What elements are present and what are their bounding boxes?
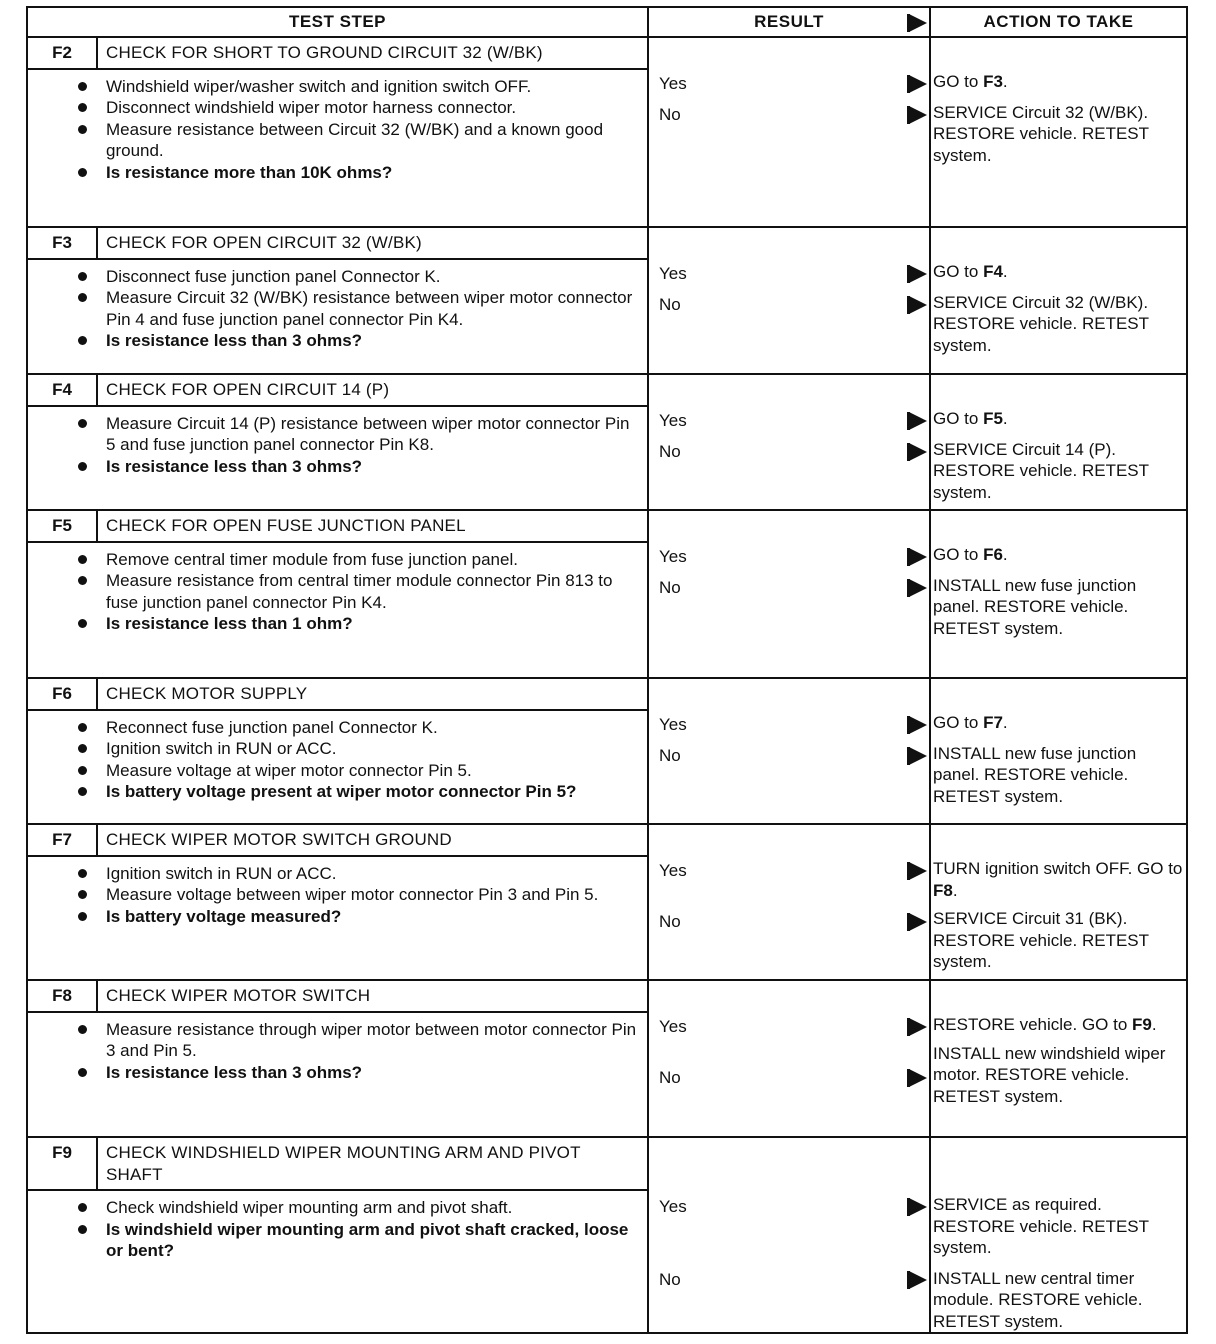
action-cell bbox=[930, 824, 1187, 980]
yes-action bbox=[931, 544, 1186, 566]
step-title: CHECK FOR OPEN FUSE JUNCTION PANEL bbox=[106, 516, 466, 535]
step-instruction: Measure resistance between Circuit 32 (W/BK) and a known good ground. bbox=[106, 119, 639, 162]
step-row-f7 bbox=[27, 824, 1187, 980]
yes-label: Yes bbox=[659, 264, 687, 283]
result-cell bbox=[648, 678, 930, 824]
arrow-icon bbox=[909, 412, 927, 430]
no-label: No bbox=[659, 105, 681, 124]
test-step-cell bbox=[27, 510, 648, 678]
step-id: F2 bbox=[28, 38, 98, 68]
result-no bbox=[659, 911, 929, 933]
no-action: INSTALL new central timer module. RESTORE vehicle. RETEST system. bbox=[933, 1268, 1143, 1331]
arrow-icon bbox=[909, 296, 927, 314]
step-question: Is resistance less than 3 ohms? bbox=[106, 330, 639, 352]
result-yes bbox=[659, 1016, 929, 1038]
yes-label: Yes bbox=[659, 715, 687, 734]
yes-action bbox=[931, 261, 1186, 283]
step-instruction: Check windshield wiper mounting arm and pivot shaft. bbox=[106, 1197, 639, 1219]
yes-label: Yes bbox=[659, 861, 687, 880]
step-instructions bbox=[28, 543, 647, 639]
result-cell bbox=[648, 1137, 930, 1333]
result-no bbox=[659, 441, 929, 463]
arrow-icon bbox=[909, 1271, 927, 1289]
result-no bbox=[659, 1269, 929, 1291]
step-question: Is battery voltage measured? bbox=[106, 906, 639, 928]
step-title: CHECK WIPER MOTOR SWITCH bbox=[106, 986, 371, 1005]
yes-action bbox=[931, 1194, 1186, 1259]
step-header bbox=[28, 1138, 647, 1191]
test-step-cell bbox=[27, 1137, 648, 1333]
no-label: No bbox=[659, 746, 681, 765]
goto-step-ref: F6 bbox=[983, 545, 1003, 564]
yes-action-text: GO to bbox=[933, 72, 984, 91]
step-instruction: Ignition switch in RUN or ACC. bbox=[106, 863, 639, 885]
step-id: F8 bbox=[28, 981, 98, 1011]
no-action: INSTALL new fuse junction panel. RESTORE vehicle. RETEST system. bbox=[933, 575, 1137, 638]
action-cell bbox=[930, 678, 1187, 824]
test-step-cell bbox=[27, 678, 648, 824]
step-instruction: Disconnect windshield wiper motor harness connector. bbox=[106, 97, 639, 119]
yes-label: Yes bbox=[659, 547, 687, 566]
step-header bbox=[28, 981, 647, 1013]
step-header bbox=[28, 825, 647, 857]
yes-action bbox=[931, 408, 1186, 430]
no-action: SERVICE Circuit 14 (P). RESTORE vehicle. RETEST system. bbox=[933, 439, 1149, 502]
no-label: No bbox=[659, 295, 681, 314]
result-yes bbox=[659, 410, 929, 432]
step-id: F9 bbox=[28, 1138, 98, 1189]
test-step-cell bbox=[27, 227, 648, 374]
step-instruction: Measure resistance from central timer module connector Pin 813 to fuse junction panel connector Pin K4. bbox=[106, 570, 639, 613]
no-label: No bbox=[659, 1068, 681, 1087]
result-cell bbox=[648, 510, 930, 678]
result-yes bbox=[659, 1196, 929, 1218]
arrow-icon bbox=[909, 265, 927, 283]
goto-step-ref: F9 bbox=[1132, 1015, 1152, 1034]
yes-action-text: SERVICE as required. RESTORE vehicle. RETEST system. bbox=[933, 1195, 1149, 1257]
test-step-cell bbox=[27, 37, 648, 227]
arrow-icon bbox=[909, 862, 927, 880]
result-yes bbox=[659, 714, 929, 736]
step-id: F3 bbox=[28, 228, 98, 258]
step-id: F7 bbox=[28, 825, 98, 855]
step-header bbox=[28, 679, 647, 711]
step-instructions bbox=[28, 857, 647, 932]
arrow-icon bbox=[909, 548, 927, 566]
result-cell bbox=[648, 37, 930, 227]
yes-action-suffix: . bbox=[952, 880, 958, 900]
yes-action-text: TURN ignition switch OFF. GO to bbox=[933, 859, 1183, 878]
result-cell bbox=[648, 374, 930, 510]
step-instruction: Measure voltage between wiper motor connector Pin 3 and Pin 5. bbox=[106, 884, 639, 906]
yes-action-text: GO to bbox=[933, 262, 984, 281]
arrow-icon bbox=[909, 1198, 927, 1216]
goto-step-ref: F4 bbox=[983, 262, 1003, 281]
action-cell bbox=[930, 37, 1187, 227]
yes-action-text: GO to bbox=[933, 409, 984, 428]
yes-label: Yes bbox=[659, 74, 687, 93]
yes-action-suffix: . bbox=[1002, 262, 1008, 281]
result-cell bbox=[648, 980, 930, 1137]
step-instruction: Ignition switch in RUN or ACC. bbox=[106, 738, 639, 760]
no-action: INSTALL new fuse junction panel. RESTORE vehicle. RETEST system. bbox=[933, 743, 1137, 806]
no-action: SERVICE Circuit 32 (W/BK). RESTORE vehicle. RETEST system. bbox=[933, 292, 1149, 355]
step-instruction: Reconnect fuse junction panel Connector K. bbox=[106, 717, 639, 739]
yes-action-suffix: . bbox=[1002, 409, 1008, 428]
step-row-f5 bbox=[27, 510, 1187, 678]
step-instruction: Measure resistance through wiper motor between motor connector Pin 3 and Pin 5. bbox=[106, 1019, 639, 1062]
step-id: F6 bbox=[28, 679, 98, 709]
arrow-icon bbox=[909, 106, 927, 124]
arrow-icon bbox=[909, 443, 927, 461]
step-row-f9 bbox=[27, 1137, 1187, 1333]
arrow-icon bbox=[909, 716, 927, 734]
no-label: No bbox=[659, 912, 681, 931]
result-cell bbox=[648, 227, 930, 374]
no-label: No bbox=[659, 442, 681, 461]
result-yes bbox=[659, 860, 929, 882]
no-label: No bbox=[659, 578, 681, 597]
step-header bbox=[28, 375, 647, 407]
step-instruction: Measure Circuit 14 (P) resistance between wiper motor connector Pin 5 and fuse junction panel connector Pin K8. bbox=[106, 413, 639, 456]
test-step-cell bbox=[27, 824, 648, 980]
test-step-header: TEST STEP bbox=[27, 7, 648, 37]
yes-label: Yes bbox=[659, 1017, 687, 1036]
step-header bbox=[28, 38, 647, 70]
test-step-cell bbox=[27, 980, 648, 1137]
step-row-f8 bbox=[27, 980, 1187, 1137]
action-header: ACTION TO TAKE bbox=[930, 7, 1187, 37]
result-no bbox=[659, 745, 929, 767]
step-title: CHECK WIPER MOTOR SWITCH GROUND bbox=[106, 830, 452, 849]
step-title: CHECK FOR OPEN CIRCUIT 14 (P) bbox=[106, 380, 390, 399]
arrow-icon bbox=[909, 747, 927, 765]
yes-action-suffix: . bbox=[1002, 545, 1008, 564]
step-row-f2 bbox=[27, 37, 1187, 227]
yes-action-text: GO to bbox=[933, 545, 984, 564]
step-title: CHECK WINDSHIELD WIPER MOUNTING ARM AND PIVOT SHAFT bbox=[106, 1143, 581, 1184]
result-header-label: RESULT bbox=[754, 12, 824, 32]
diagnostic-table bbox=[26, 6, 1188, 1334]
result-header bbox=[648, 7, 930, 37]
step-question: Is battery voltage present at wiper motor connector Pin 5? bbox=[106, 781, 639, 803]
step-header bbox=[28, 228, 647, 260]
step-question: Is resistance less than 3 ohms? bbox=[106, 456, 639, 478]
step-instructions bbox=[28, 260, 647, 356]
arrow-icon bbox=[909, 579, 927, 597]
arrow-icon bbox=[909, 1018, 927, 1036]
step-question: Is resistance less than 1 ohm? bbox=[106, 613, 639, 635]
result-cell bbox=[648, 824, 930, 980]
goto-step-ref: F3 bbox=[983, 72, 1003, 91]
step-instruction: Measure Circuit 32 (W/BK) resistance between wiper motor connector Pin 4 and fuse junction panel connector Pin K4. bbox=[106, 287, 639, 330]
header-row bbox=[27, 7, 1187, 37]
arrow-icon bbox=[909, 14, 927, 32]
no-action: INSTALL new windshield wiper motor. RESTORE vehicle. RETEST system. bbox=[933, 1043, 1166, 1106]
yes-action bbox=[931, 858, 1186, 901]
test-step-cell bbox=[27, 374, 648, 510]
action-cell bbox=[930, 1137, 1187, 1333]
action-cell bbox=[930, 980, 1187, 1137]
step-instruction: Remove central timer module from fuse junction panel. bbox=[106, 549, 639, 571]
step-title: CHECK FOR OPEN CIRCUIT 32 (W/BK) bbox=[106, 233, 422, 252]
arrow-icon bbox=[909, 1069, 927, 1087]
yes-action-suffix: . bbox=[1002, 713, 1008, 732]
yes-action bbox=[931, 712, 1186, 734]
goto-step-ref: F7 bbox=[983, 713, 1003, 732]
result-no bbox=[659, 577, 929, 599]
yes-label: Yes bbox=[659, 1197, 687, 1216]
yes-action bbox=[931, 71, 1186, 93]
step-instruction: Windshield wiper/washer switch and ignition switch OFF. bbox=[106, 76, 639, 98]
arrow-icon bbox=[909, 913, 927, 931]
step-instructions bbox=[28, 1013, 647, 1088]
step-instructions bbox=[28, 407, 647, 482]
step-instructions bbox=[28, 1191, 647, 1266]
step-instructions bbox=[28, 70, 647, 188]
step-title: CHECK FOR SHORT TO GROUND CIRCUIT 32 (W/BK) bbox=[106, 43, 543, 62]
no-label: No bbox=[659, 1270, 681, 1289]
step-question: Is resistance less than 3 ohms? bbox=[106, 1062, 639, 1084]
step-id: F5 bbox=[28, 511, 98, 541]
action-cell bbox=[930, 374, 1187, 510]
arrow-icon bbox=[909, 75, 927, 93]
result-yes bbox=[659, 263, 929, 285]
action-cell bbox=[930, 510, 1187, 678]
goto-step-ref: F5 bbox=[983, 409, 1003, 428]
step-instruction: Measure voltage at wiper motor connector Pin 5. bbox=[106, 760, 639, 782]
result-no bbox=[659, 104, 929, 126]
yes-action-text: GO to bbox=[933, 713, 984, 732]
result-no bbox=[659, 1067, 929, 1089]
action-cell bbox=[930, 227, 1187, 374]
result-yes bbox=[659, 546, 929, 568]
step-instruction: Disconnect fuse junction panel Connector K. bbox=[106, 266, 639, 288]
yes-action-suffix: . bbox=[1002, 72, 1008, 91]
yes-action-suffix: . bbox=[1151, 1015, 1157, 1034]
step-instructions bbox=[28, 711, 647, 807]
no-action: SERVICE Circuit 32 (W/BK). RESTORE vehicle. RETEST system. bbox=[933, 102, 1149, 165]
step-question: Is windshield wiper mounting arm and pivot shaft cracked, loose or bent? bbox=[106, 1219, 639, 1262]
no-action: SERVICE Circuit 31 (BK). RESTORE vehicle. RETEST system. bbox=[933, 909, 1149, 971]
step-id: F4 bbox=[28, 375, 98, 405]
step-row-f6 bbox=[27, 678, 1187, 824]
yes-action bbox=[931, 1014, 1186, 1036]
result-no bbox=[659, 294, 929, 316]
step-title: CHECK MOTOR SUPPLY bbox=[106, 684, 308, 703]
yes-label: Yes bbox=[659, 411, 687, 430]
step-question: Is resistance more than 10K ohms? bbox=[106, 162, 639, 184]
step-header bbox=[28, 511, 647, 543]
goto-step-ref: F8 bbox=[933, 880, 953, 900]
result-yes bbox=[659, 73, 929, 95]
step-row-f4 bbox=[27, 374, 1187, 510]
step-row-f3 bbox=[27, 227, 1187, 374]
yes-action-text: RESTORE vehicle. GO to bbox=[933, 1015, 1133, 1034]
